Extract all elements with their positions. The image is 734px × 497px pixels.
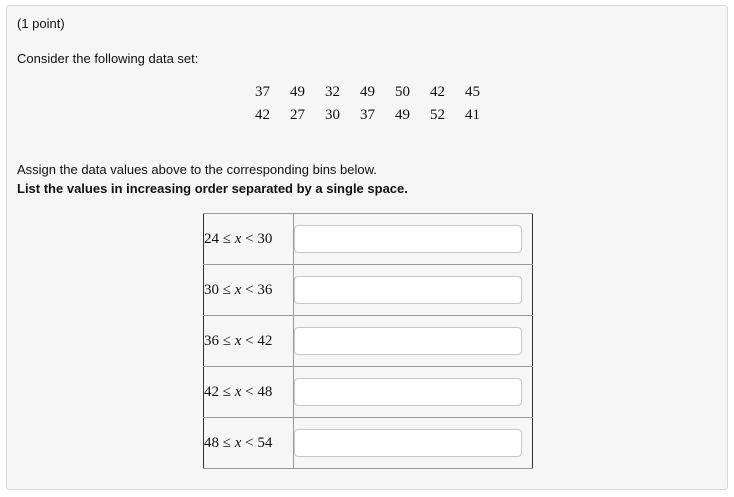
data-value: 49	[395, 107, 410, 123]
points-label: (1 point)	[17, 16, 65, 31]
bin-answer-input[interactable]	[294, 378, 522, 406]
bins-table	[203, 213, 533, 469]
instruction-bold-text: List the values in increasing order separated by a single space.	[17, 181, 408, 196]
data-value: 45	[465, 84, 480, 100]
data-value: 37	[255, 84, 270, 100]
bin-answer-input[interactable]	[294, 225, 522, 253]
data-value: 32	[325, 84, 340, 100]
data-value: 49	[360, 84, 375, 100]
data-value: 30	[325, 107, 340, 123]
data-value: 42	[430, 84, 445, 100]
bin-row	[204, 418, 533, 469]
bin-label: 48 ≤ x < 54	[204, 418, 294, 469]
data-value: 42	[255, 107, 270, 123]
data-row	[255, 84, 500, 107]
question-panel	[6, 5, 728, 490]
bin-row	[204, 265, 533, 316]
data-value: 50	[395, 84, 410, 100]
data-value: 27	[290, 107, 305, 123]
bin-row	[204, 214, 533, 265]
data-row	[255, 107, 500, 130]
bin-answer-input[interactable]	[294, 276, 522, 304]
bin-answer-input[interactable]	[294, 429, 522, 457]
data-value: 37	[360, 107, 375, 123]
bin-label: 24 ≤ x < 30	[204, 214, 294, 265]
data-set	[255, 84, 500, 130]
bin-label: 36 ≤ x < 42	[204, 316, 294, 367]
data-value: 41	[465, 107, 480, 123]
bin-answer-input[interactable]	[294, 327, 522, 355]
bin-label: 42 ≤ x < 48	[204, 367, 294, 418]
data-value: 52	[430, 107, 445, 123]
bin-label: 30 ≤ x < 36	[204, 265, 294, 316]
data-value: 49	[290, 84, 305, 100]
bin-row	[204, 367, 533, 418]
intro-text: Consider the following data set:	[17, 51, 199, 66]
instruction-text: Assign the data values above to the corresponding bins below.	[17, 162, 377, 177]
bin-row	[204, 316, 533, 367]
